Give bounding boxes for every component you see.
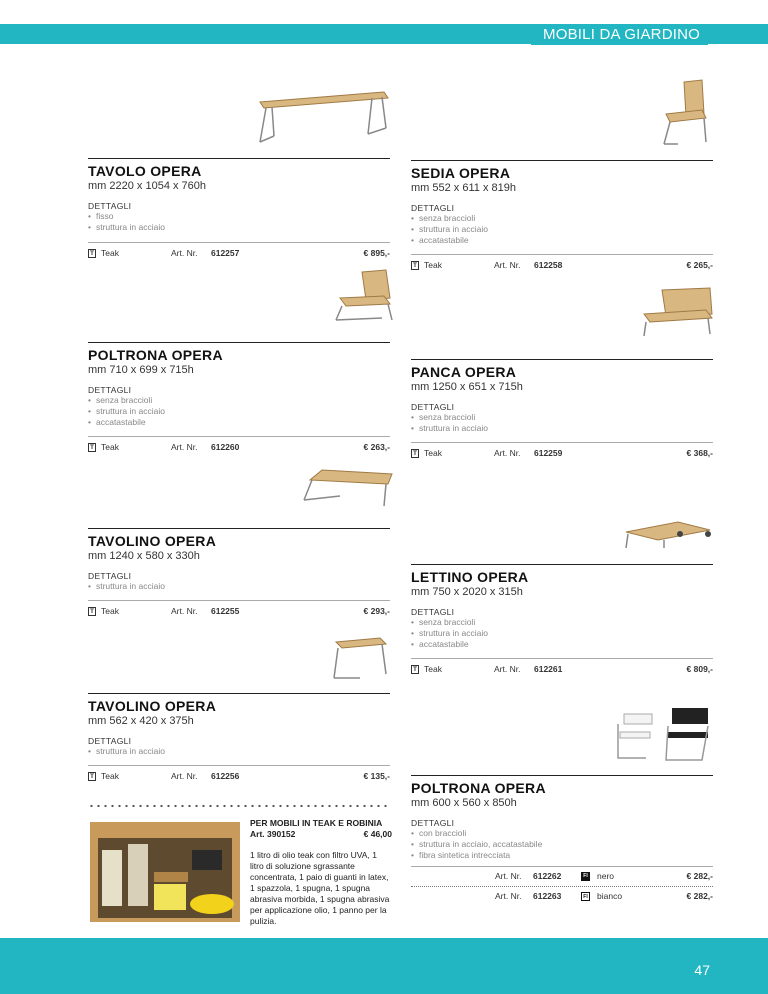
variant-color: nero: [597, 871, 615, 881]
art-number: 612256: [211, 771, 240, 781]
detail-item: • accatastabile: [88, 417, 390, 428]
details-list: [88, 211, 390, 233]
details-list: [411, 412, 713, 434]
product-name: SEDIA OPERA: [411, 160, 713, 181]
art-number: 612257: [211, 248, 240, 258]
product-name: TAVOLO OPERA: [88, 158, 390, 179]
product-dims: mm 710 x 699 x 715h: [88, 364, 194, 376]
teak-icon: T: [411, 449, 419, 458]
details-label: DETTAGLI: [411, 402, 455, 412]
product-name: TAVOLINO OPERA: [88, 528, 390, 549]
low-table-image: [300, 466, 396, 512]
art-label: Art. Nr.: [171, 248, 198, 258]
fiber-icon: FI: [581, 892, 590, 901]
sunbed-image: [620, 518, 718, 552]
art-number: 612260: [211, 442, 240, 452]
product-dims: mm 552 x 611 x 819h: [411, 182, 516, 194]
detail-item: • struttura in acciaio, accatastabile: [411, 839, 713, 850]
details-label: DETTAGLI: [88, 201, 132, 211]
details-label: DETTAGLI: [411, 818, 455, 828]
product-dims: mm 600 x 560 x 850h: [411, 797, 517, 809]
details-list: [411, 828, 713, 861]
price: € 265,-: [686, 260, 713, 270]
detail-item: • struttura in acciaio: [411, 224, 713, 235]
product-tavolino-opera-2: [88, 693, 390, 781]
product-name: POLTRONA OPERA: [411, 775, 713, 796]
variant-row: [411, 886, 713, 904]
details-label: DETTAGLI: [88, 736, 132, 746]
art-label: Art. Nr.: [495, 871, 522, 881]
detail-item: • struttura in acciaio: [411, 628, 713, 639]
price-row: [88, 765, 390, 781]
kit-description: 1 litro di olio teak con filtro UVA, 1 litro di soluzione sgrassante concentrata, 1 paio di guanti in latex, 1 spazzola, 1 spugna, 1 spugna abrasiva morbida, 1 spugna abrasiva per applicazione olio, 1 panno per la pulizia.: [250, 850, 390, 926]
kit-art-row: [250, 829, 392, 840]
fiber-icon: FI: [581, 872, 590, 881]
detail-item: • senza braccioli: [411, 617, 713, 628]
price-row: [88, 436, 390, 452]
art-number: 612262: [533, 871, 562, 881]
product-name: PANCA OPERA: [411, 359, 713, 380]
kit-art: Art. 390152: [250, 829, 296, 839]
detail-item: • accatastabile: [411, 639, 713, 650]
price: € 809,-: [686, 664, 713, 674]
teak-icon: T: [411, 665, 419, 674]
details-label: DETTAGLI: [88, 571, 132, 581]
material: Teak: [101, 248, 119, 258]
page-number: 47: [694, 962, 710, 978]
product-name: LETTINO OPERA: [411, 564, 713, 585]
price: € 293,-: [363, 606, 390, 616]
details-list: [88, 746, 390, 757]
product-sedia-opera: [411, 160, 713, 270]
detail-item: • struttura in acciaio: [88, 406, 390, 417]
table-image: [252, 86, 392, 146]
price-row: [411, 658, 713, 674]
variant-color: bianco: [597, 891, 623, 901]
product-tavolo-opera: [88, 158, 390, 258]
teak-icon: T: [88, 772, 96, 781]
art-label: Art. Nr.: [494, 260, 521, 270]
material: Teak: [424, 260, 442, 270]
detail-item: • senza braccioli: [88, 395, 390, 406]
art-number: 612258: [534, 260, 563, 270]
price: € 368,-: [686, 448, 713, 458]
footer-bar: [0, 938, 768, 994]
detail-item: • struttura in acciaio: [88, 746, 390, 757]
details-list: [411, 617, 713, 650]
product-name: TAVOLINO OPERA: [88, 693, 390, 714]
material: Teak: [424, 448, 442, 458]
armchairs-image: [610, 704, 716, 764]
price-row: [88, 242, 390, 258]
side-table-image: [330, 634, 390, 684]
kit-title: PER MOBILI IN TEAK E ROBINIA: [250, 818, 383, 828]
art-label: Art. Nr.: [494, 448, 521, 458]
section-title: MOBILI DA GIARDINO: [531, 25, 708, 45]
product-dims: mm 1240 x 580 x 330h: [88, 550, 200, 562]
detail-item: • senza braccioli: [411, 213, 713, 224]
material: Teak: [101, 442, 119, 452]
art-label: Art. Nr.: [495, 891, 522, 901]
art-label: Art. Nr.: [171, 442, 198, 452]
product-poltrona-opera-2: [411, 775, 713, 861]
product-dims: mm 2220 x 1054 x 760h: [88, 180, 207, 192]
product-dims: mm 750 x 2020 x 315h: [411, 586, 523, 598]
detail-item: • fibra sintetica intrecciata: [411, 850, 713, 861]
product-dims: mm 1250 x 651 x 715h: [411, 381, 523, 393]
price-row: [88, 600, 390, 616]
details-list: [411, 213, 713, 246]
material: Teak: [101, 606, 119, 616]
details-list: [88, 581, 390, 592]
product-tavolino-opera-1: [88, 528, 390, 616]
price-row: [411, 442, 713, 458]
price: € 895,-: [363, 248, 390, 258]
art-number: 612263: [533, 891, 562, 901]
product-lettino-opera: [411, 564, 713, 674]
art-number: 612255: [211, 606, 240, 616]
variant-row: [411, 866, 713, 884]
care-kit-image: [90, 820, 240, 924]
detail-item: • fisso: [88, 211, 390, 222]
teak-icon: T: [88, 607, 96, 616]
art-number: 612261: [534, 664, 563, 674]
dotted-divider: [88, 804, 390, 808]
details-label: DETTAGLI: [88, 385, 132, 395]
price: € 282,-: [686, 871, 713, 881]
material: Teak: [424, 664, 442, 674]
art-label: Art. Nr.: [494, 664, 521, 674]
detail-item: • struttura in acciaio: [88, 222, 390, 233]
bench-image: [640, 286, 716, 340]
art-label: Art. Nr.: [171, 771, 198, 781]
price: € 263,-: [363, 442, 390, 452]
details-label: DETTAGLI: [411, 607, 455, 617]
product-poltrona-opera: [88, 342, 390, 452]
price-row: [411, 254, 713, 270]
price: € 282,-: [686, 891, 713, 901]
armchair-image: [332, 268, 398, 324]
care-kit: [250, 818, 392, 927]
chair-image: [656, 78, 716, 146]
teak-icon: T: [88, 443, 96, 452]
detail-item: • con braccioli: [411, 828, 713, 839]
detail-item: • senza braccioli: [411, 412, 713, 423]
detail-item: • struttura in acciaio: [88, 581, 390, 592]
kit-price: € 46,00: [363, 829, 392, 839]
material: Teak: [101, 771, 119, 781]
detail-item: • accatastabile: [411, 235, 713, 246]
detail-item: • struttura in acciaio: [411, 423, 713, 434]
details-label: DETTAGLI: [411, 203, 455, 213]
product-panca-opera: [411, 359, 713, 458]
teak-icon: T: [411, 261, 419, 270]
price: € 135,-: [363, 771, 390, 781]
product-name: POLTRONA OPERA: [88, 342, 390, 363]
art-number: 612259: [534, 448, 563, 458]
art-label: Art. Nr.: [171, 606, 198, 616]
details-list: [88, 395, 390, 428]
product-dims: mm 562 x 420 x 375h: [88, 715, 194, 727]
teak-icon: T: [88, 249, 96, 258]
